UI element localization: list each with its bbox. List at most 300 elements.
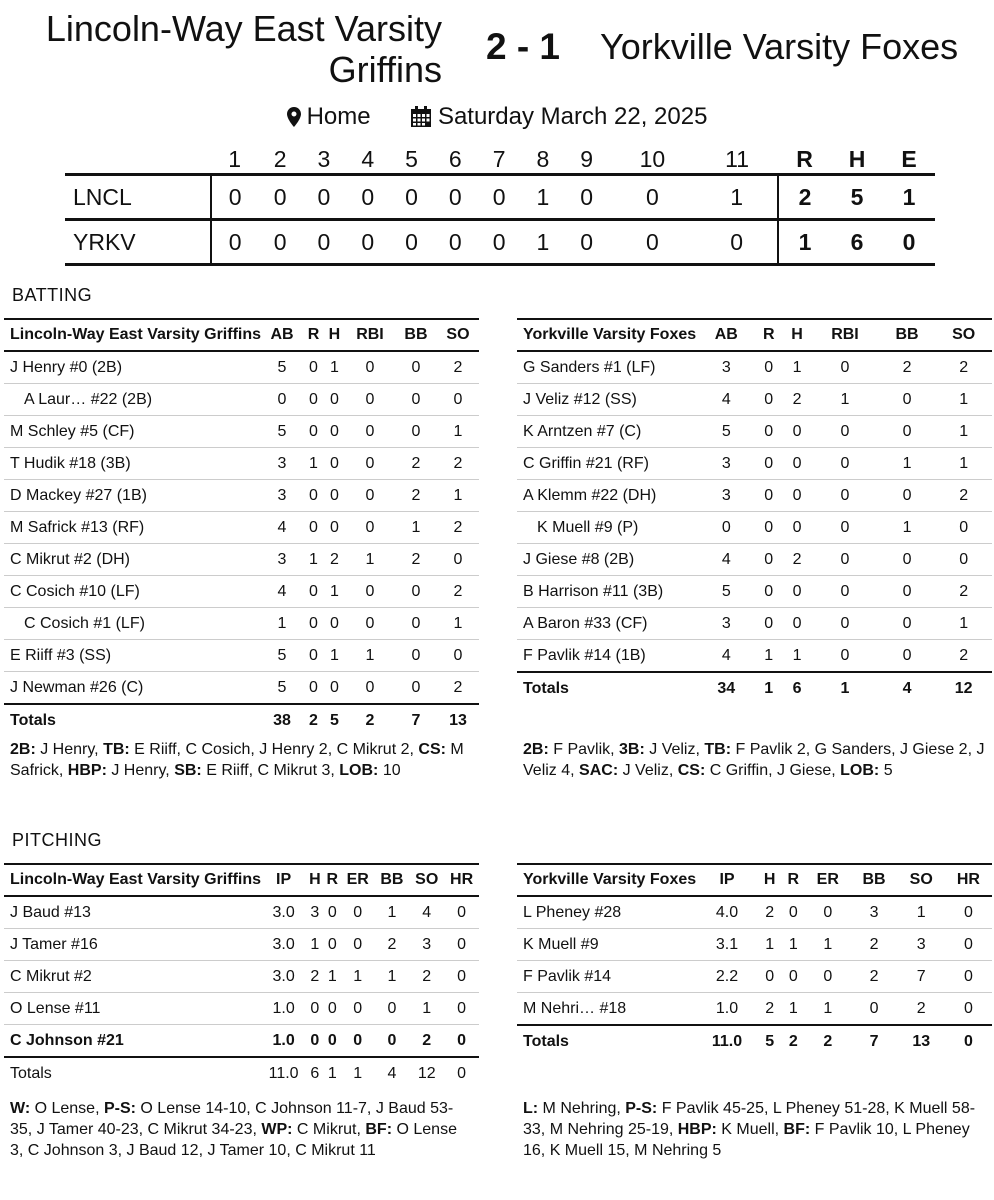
team-abbr: LNCL — [65, 175, 211, 220]
stat-cell: 1 — [437, 416, 479, 448]
location — [287, 103, 371, 131]
column-header: BB — [879, 319, 936, 351]
note-text: F Pavlik 2, G Sanders, J Giese 2, J Veliz 4, — [523, 741, 985, 779]
inning-score: 0 — [258, 175, 302, 220]
stat-cell: 0 — [303, 351, 324, 384]
stat-cell: 0 — [783, 416, 811, 448]
stat-cell: 0 — [811, 351, 879, 384]
stat-cell: 0 — [879, 640, 936, 673]
batting-table-away-notes — [523, 739, 986, 781]
player-row — [4, 608, 479, 640]
stat-cell: 0 — [782, 961, 806, 993]
stat-cell: 3 — [898, 929, 945, 961]
note-text: F Pavlik 10, L Pheney 16, K Muell 15, M Nehring 5 — [523, 1121, 970, 1159]
player-name: K Muell #9 — [517, 929, 696, 961]
player-row — [517, 896, 992, 929]
stat-cell: 1 — [782, 929, 806, 961]
stat-cell: 2 — [935, 480, 992, 512]
stat-cell: 0 — [945, 929, 992, 961]
inning-label: 5 — [405, 146, 418, 172]
pitching-table-home-notes — [10, 1098, 473, 1161]
game-meta — [0, 102, 994, 131]
pitching-table-home — [4, 863, 479, 1089]
stat-cell: 0 — [783, 480, 811, 512]
stat-cell: 0 — [324, 512, 345, 544]
inning-score: 0 — [211, 220, 258, 265]
player-name: G Sanders #1 (LF) — [517, 351, 698, 384]
totals-cell: 1 — [324, 1057, 341, 1089]
stat-cell: 0 — [811, 544, 879, 576]
stat-cell: 0 — [698, 512, 755, 544]
column-header: ER — [805, 864, 850, 896]
linescore — [65, 146, 935, 266]
stat-cell: 1 — [755, 640, 783, 673]
player-row — [517, 351, 992, 384]
stat-cell: 0 — [324, 480, 345, 512]
totals-cell: 34 — [698, 672, 755, 704]
stat-cell: 0 — [935, 544, 992, 576]
stat-cell: 0 — [755, 512, 783, 544]
player-row — [4, 929, 479, 961]
stat-cell: 3 — [698, 480, 755, 512]
stat-cell: 2 — [758, 896, 782, 929]
player-name: C Cosich #1 (LF) — [4, 608, 261, 640]
note-text: K Muell, — [716, 1121, 784, 1138]
table-header-row — [517, 864, 992, 896]
inning-score: 1 — [696, 175, 778, 220]
stat-cell: 0 — [303, 384, 324, 416]
inning-label: 8 — [536, 146, 550, 172]
column-header: R — [303, 319, 324, 351]
stat-cell: 4 — [698, 384, 755, 416]
stat-cell: 0 — [375, 1025, 410, 1058]
player-name: J Baud #13 — [4, 896, 261, 929]
note-label: P-S: — [103, 1100, 136, 1117]
stat-cell: 0 — [437, 640, 479, 672]
stat-cell: 0 — [341, 993, 375, 1025]
team-column-header: Lincoln-Way East Varsity Griffins — [4, 319, 261, 351]
column-header: SO — [898, 864, 945, 896]
stat-cell: 1 — [395, 512, 437, 544]
totals-cell: 2 — [805, 1025, 850, 1057]
player-name: J Henry #0 (2B) — [4, 351, 261, 384]
player-name: J Giese #8 (2B) — [517, 544, 698, 576]
inning-score: 0 — [302, 175, 346, 220]
stat-cell: 2 — [395, 480, 437, 512]
calendar-icon — [410, 106, 432, 128]
totals-cell: 6 — [783, 672, 811, 704]
player-row — [4, 993, 479, 1025]
stat-cell: 0 — [758, 961, 782, 993]
linescore-header — [65, 146, 935, 175]
stat-cell: 3.0 — [261, 961, 306, 993]
team-column-header: Yorkville Varsity Foxes — [517, 864, 696, 896]
totals-cell: 0 — [444, 1057, 479, 1089]
totals-label: Totals — [4, 704, 261, 736]
stat-cell: 4 — [409, 896, 444, 929]
stat-cell: 0 — [444, 929, 479, 961]
stat-cell: 0 — [879, 480, 936, 512]
stat-cell: 4 — [698, 544, 755, 576]
note-text: 10 — [378, 762, 401, 779]
table-header-row — [4, 319, 479, 351]
map-pin-icon — [287, 107, 301, 127]
stat-cell: 0 — [303, 672, 324, 705]
stat-cell: 1 — [783, 640, 811, 673]
stat-cell: 2 — [375, 929, 410, 961]
column-header: IP — [696, 864, 758, 896]
stat-cell: 3 — [850, 896, 897, 929]
column-header: H — [758, 864, 782, 896]
inning-score: 0 — [211, 175, 258, 220]
runs-total: 2 — [778, 175, 831, 220]
note-label: BF: — [783, 1121, 811, 1138]
stat-cell: 2 — [758, 993, 782, 1026]
stat-cell: 0 — [755, 448, 783, 480]
stat-cell: 0 — [945, 993, 992, 1026]
column-header: SO — [437, 319, 479, 351]
inning-score: 0 — [302, 220, 346, 265]
stat-cell: 0 — [755, 544, 783, 576]
team-column-header: Yorkville Varsity Foxes — [517, 319, 698, 351]
batting-table-home — [4, 318, 479, 736]
batting-section-title: BATTING — [12, 285, 93, 305]
away-team-name: Yorkville Varsity Foxes — [600, 26, 959, 67]
stat-cell: 0 — [324, 1025, 341, 1058]
stat-cell: 0 — [324, 384, 345, 416]
home-team-name: Lincoln-Way East Varsity Griffins — [45, 8, 442, 90]
note-text: E Riiff, C Cosich, J Henry 2, C Mikrut 2, — [129, 741, 419, 758]
totals-cell: 1 — [755, 672, 783, 704]
stat-cell: 1 — [409, 993, 444, 1025]
totals-cell: 7 — [395, 704, 437, 736]
player-row — [517, 416, 992, 448]
errors-total: 1 — [883, 175, 935, 220]
stat-cell: 0 — [303, 608, 324, 640]
note-label: WP: — [261, 1121, 293, 1138]
stat-cell: 0 — [306, 993, 323, 1025]
inning-score: 0 — [477, 220, 521, 265]
stat-cell: 1.0 — [261, 993, 306, 1025]
player-row — [4, 544, 479, 576]
column-header: ER — [341, 864, 375, 896]
stat-cell: 0 — [811, 480, 879, 512]
stat-cell: 1 — [341, 961, 375, 993]
player-name: C Griffin #21 (RF) — [517, 448, 698, 480]
stat-cell: 0 — [345, 576, 395, 608]
stat-cell: 2 — [437, 672, 479, 705]
stat-cell: 1 — [261, 608, 303, 640]
player-row — [4, 416, 479, 448]
player-name: J Veliz #12 (SS) — [517, 384, 698, 416]
inning-score: 0 — [433, 175, 477, 220]
totals-cell: 12 — [935, 672, 992, 704]
note-text: C Mikrut, — [292, 1121, 366, 1138]
stat-cell: 1 — [758, 929, 782, 961]
column-header: SO — [935, 319, 992, 351]
stat-cell: 1 — [935, 384, 992, 416]
table-header-row — [517, 319, 992, 351]
stat-cell: 0 — [345, 351, 395, 384]
player-row — [4, 351, 479, 384]
inning-score: 1 — [521, 220, 565, 265]
player-row — [4, 384, 479, 416]
stat-cell: 0 — [879, 416, 936, 448]
stat-cell: 2 — [935, 576, 992, 608]
stat-cell: 0 — [303, 416, 324, 448]
stat-cell: 0 — [324, 608, 345, 640]
player-row — [517, 608, 992, 640]
stat-cell: 2 — [898, 993, 945, 1026]
player-row — [517, 384, 992, 416]
note-label: BF: — [365, 1121, 393, 1138]
player-row — [517, 480, 992, 512]
stat-cell: 0 — [341, 929, 375, 961]
stat-cell: 3 — [698, 608, 755, 640]
stat-cell: 0 — [324, 416, 345, 448]
stat-cell: 0 — [345, 384, 395, 416]
note-text: 5 — [879, 762, 893, 779]
totals-cell: 6 — [306, 1057, 323, 1089]
stat-cell: 1 — [303, 448, 324, 480]
stat-cell: 0 — [444, 961, 479, 993]
stat-cell: 0 — [755, 351, 783, 384]
player-name: K Muell #9 (P) — [517, 512, 698, 544]
column-header: AB — [698, 319, 755, 351]
note-label: LOB: — [840, 762, 880, 779]
inning-label: 11 — [725, 146, 750, 172]
note-label: CS: — [418, 741, 446, 758]
stat-cell: 0 — [303, 512, 324, 544]
note-label: L: — [523, 1100, 539, 1117]
totals-cell: 2 — [782, 1025, 806, 1057]
stat-cell: 0 — [755, 576, 783, 608]
stat-cell: 0 — [341, 896, 375, 929]
totals-cell: 5 — [324, 704, 345, 736]
column-header: BB — [850, 864, 897, 896]
stat-cell: 0 — [879, 544, 936, 576]
batting-table-home-notes — [10, 739, 473, 781]
stat-cell: 2 — [437, 448, 479, 480]
player-row — [4, 961, 479, 993]
totals-cell: 4 — [375, 1057, 410, 1089]
stat-cell: 2 — [879, 351, 936, 384]
column-header: BB — [375, 864, 410, 896]
inning-score: 0 — [477, 175, 521, 220]
team-column-header: Lincoln-Way East Varsity Griffins — [4, 864, 261, 896]
player-name: L Pheney #28 — [517, 896, 696, 929]
stat-cell: 1 — [303, 544, 324, 576]
stat-cell: 2 — [324, 544, 345, 576]
stat-cell: 2 — [395, 544, 437, 576]
player-row — [4, 1025, 479, 1058]
stat-cell: 2 — [850, 929, 897, 961]
inning-label: 9 — [580, 146, 594, 172]
totals-row — [4, 1057, 479, 1089]
totals-cell: 5 — [758, 1025, 782, 1057]
note-label: 2B: — [10, 741, 36, 758]
inning-score: 0 — [565, 175, 609, 220]
final-score: 2 - 1 — [485, 26, 561, 67]
stat-cell: 0 — [324, 929, 341, 961]
inning-score: 0 — [565, 220, 609, 265]
stat-cell: 1 — [437, 608, 479, 640]
stat-cell: 2 — [437, 512, 479, 544]
pitching-table-away-notes — [523, 1098, 986, 1161]
stat-cell: 1 — [324, 576, 345, 608]
inning-score: 0 — [258, 220, 302, 265]
stat-cell: 2 — [306, 961, 323, 993]
stat-cell: 0 — [444, 1025, 479, 1058]
stat-cell: 3 — [261, 480, 303, 512]
column-header: AB — [261, 319, 303, 351]
note-text: E Riiff, C Mikrut 3, — [201, 762, 340, 779]
date — [410, 103, 708, 131]
stat-cell: 1 — [935, 416, 992, 448]
totals-cell: 1 — [811, 672, 879, 704]
note-text: O Lense, — [30, 1100, 104, 1117]
stat-cell: 0 — [345, 416, 395, 448]
column-header: R — [755, 319, 783, 351]
note-text: F Pavlik, — [548, 741, 620, 758]
player-name: E Riiff #3 (SS) — [4, 640, 261, 672]
player-name: B Harrison #11 (3B) — [517, 576, 698, 608]
inning-label: 1 — [228, 146, 241, 172]
runs-total: 1 — [778, 220, 831, 265]
totals-cell: 13 — [437, 704, 479, 736]
stat-cell: 3 — [698, 448, 755, 480]
pitching-table-away — [517, 863, 992, 1057]
stat-cell: 0 — [945, 961, 992, 993]
note-label: P-S: — [625, 1100, 658, 1117]
stat-cell: 0 — [805, 896, 850, 929]
inning-score: 0 — [390, 220, 434, 265]
totals-cell: 13 — [898, 1025, 945, 1057]
totals-row — [4, 704, 479, 736]
stat-cell: 2.2 — [696, 961, 758, 993]
inning-score: 1 — [521, 175, 565, 220]
stat-cell: 0 — [879, 576, 936, 608]
column-header: HR — [945, 864, 992, 896]
stat-cell: 5 — [261, 416, 303, 448]
stat-cell: 5 — [698, 416, 755, 448]
inning-score: 0 — [696, 220, 778, 265]
stat-cell: 0 — [811, 576, 879, 608]
stat-cell: 1.0 — [261, 1025, 306, 1058]
inning-score: 0 — [609, 175, 697, 220]
player-name: O Lense #11 — [4, 993, 261, 1025]
note-label: 2B: — [523, 741, 549, 758]
stat-cell: 1 — [324, 351, 345, 384]
note-text: J Veliz, — [618, 762, 678, 779]
stat-cell: 1.0 — [696, 993, 758, 1026]
totals-cell: 38 — [261, 704, 303, 736]
stat-cell: 0 — [395, 672, 437, 705]
totals-cell: 2 — [303, 704, 324, 736]
player-row — [517, 993, 992, 1026]
stat-cell: 2 — [850, 961, 897, 993]
note-text: O Lense 14-10, C Johnson 11-7, J Baud 53-35, J Tamer 40-23, C Mikrut 34-23, — [10, 1100, 454, 1138]
stat-cell: 0 — [811, 640, 879, 673]
totals-row — [517, 1025, 992, 1057]
hits-total: 6 — [831, 220, 883, 265]
team-abbr: YRKV — [65, 220, 211, 265]
player-name: F Pavlik #14 — [517, 961, 696, 993]
stat-cell: 1 — [782, 993, 806, 1026]
player-row — [4, 576, 479, 608]
stat-cell: 3.1 — [696, 929, 758, 961]
column-header: H — [783, 319, 811, 351]
stat-cell: 1 — [375, 896, 410, 929]
stat-cell: 0 — [395, 416, 437, 448]
stat-cell: 0 — [437, 544, 479, 576]
player-row — [517, 544, 992, 576]
stat-cell: 1 — [783, 351, 811, 384]
batting-table-away — [517, 318, 992, 704]
inning-label: 6 — [448, 146, 462, 172]
totals-label: Totals — [4, 1057, 261, 1089]
stat-cell: 0 — [783, 448, 811, 480]
player-row — [4, 512, 479, 544]
stat-cell: 0 — [755, 608, 783, 640]
stat-cell: 2 — [409, 1025, 444, 1058]
column-header: BB — [395, 319, 437, 351]
stat-cell: 0 — [345, 512, 395, 544]
linescore-row-home — [65, 175, 935, 220]
stat-cell: 1 — [935, 608, 992, 640]
stat-cell: 4 — [261, 576, 303, 608]
totals-cell: 11.0 — [696, 1025, 758, 1057]
date-text: Saturday March 22, 2025 — [437, 102, 708, 130]
stat-cell: 1 — [805, 993, 850, 1026]
note-label: TB: — [704, 741, 732, 758]
column-header: H — [306, 864, 323, 896]
stat-cell: 0 — [444, 993, 479, 1025]
stat-cell: 4 — [698, 640, 755, 673]
column-header: RBI — [345, 319, 395, 351]
stat-cell: 1 — [811, 384, 879, 416]
player-name: M Safrick #13 (RF) — [4, 512, 261, 544]
column-header: R — [324, 864, 341, 896]
player-name: C Mikrut #2 — [4, 961, 261, 993]
stat-cell: 0 — [261, 384, 303, 416]
stat-cell: 0 — [395, 351, 437, 384]
stat-cell: 4.0 — [696, 896, 758, 929]
inning-score: 0 — [609, 220, 697, 265]
stat-cell: 1 — [375, 961, 410, 993]
player-row — [4, 448, 479, 480]
note-label: HBP: — [67, 762, 107, 779]
inning-label: 3 — [317, 146, 331, 172]
stat-cell: 2 — [395, 448, 437, 480]
stat-cell: 1 — [345, 544, 395, 576]
note-label: SB: — [174, 762, 202, 779]
stat-cell: 3 — [409, 929, 444, 961]
stat-cell: 0 — [805, 961, 850, 993]
player-row — [517, 961, 992, 993]
note-text: F Pavlik 45-25, L Pheney 51-28, K Muell 58-33, M Nehring 25-19, — [523, 1100, 976, 1138]
column-header: SO — [409, 864, 444, 896]
totals-cell: 2 — [345, 704, 395, 736]
stat-cell: 1 — [306, 929, 323, 961]
runs-label: R — [796, 146, 813, 172]
stat-cell: 0 — [375, 993, 410, 1025]
stat-cell: 0 — [783, 608, 811, 640]
hits-total: 5 — [831, 175, 883, 220]
player-name: C Cosich #10 (LF) — [4, 576, 261, 608]
stat-cell: 0 — [395, 640, 437, 672]
stat-cell: 3.0 — [261, 896, 306, 929]
